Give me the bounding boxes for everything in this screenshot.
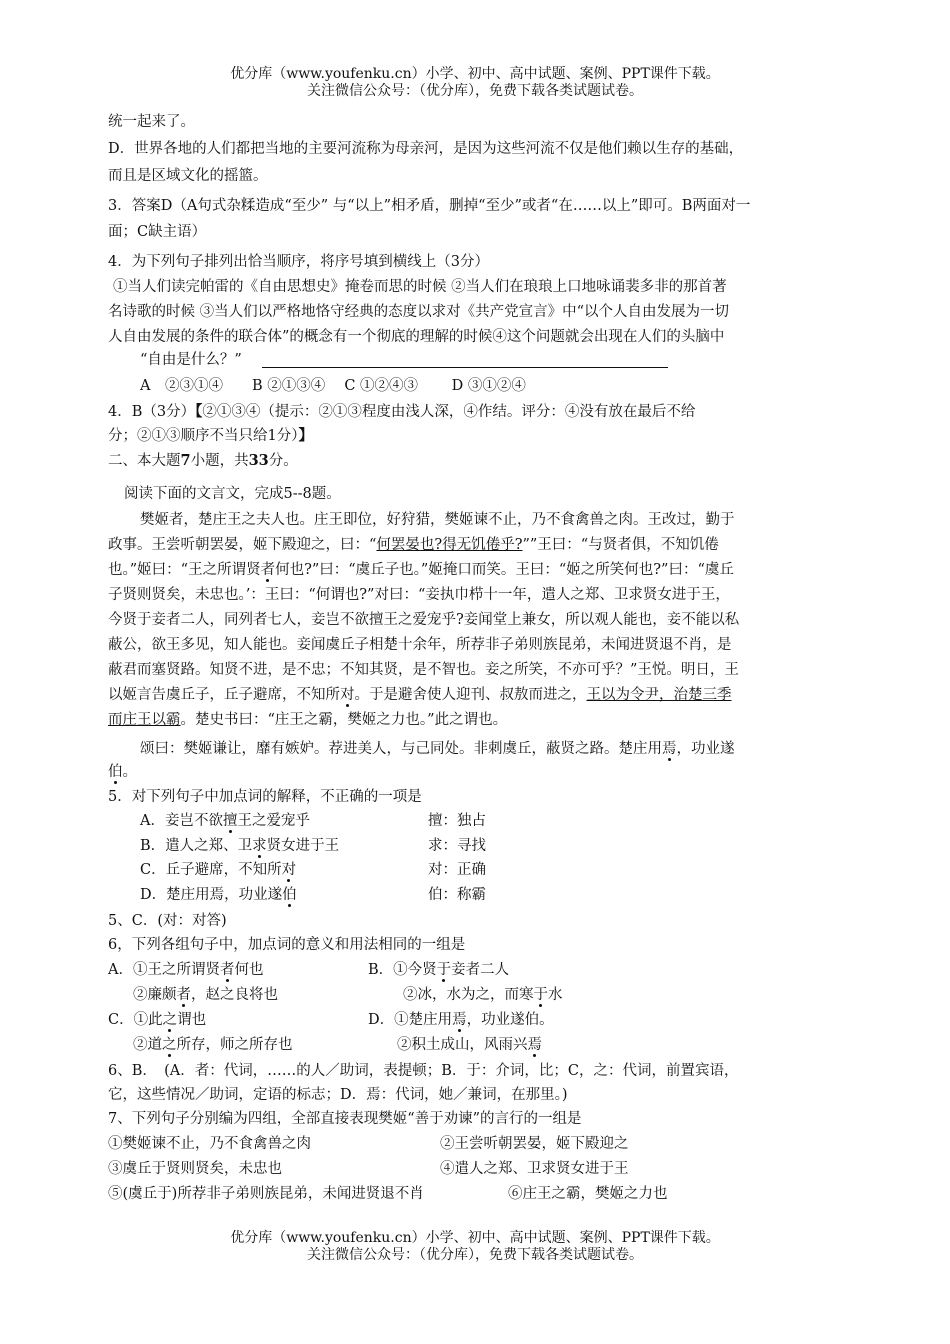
passage-ode-a: 颂曰：樊姬谦让，靡有嫉妒。荐进美人，与己同处。非刺虞丘，蔽贤之路。楚庄用 (140, 741, 662, 757)
q5-option-b (140, 836, 339, 856)
q6-option-d1 (368, 1010, 554, 1030)
q6-c1-text: C．①此 (108, 1012, 163, 1028)
section-2-suffix: 分。 (268, 453, 298, 469)
q7-item-2: ②王尝听朝罢晏，姬下殿迎之 (440, 1136, 629, 1152)
q5-option-d-text: D．楚庄用焉，功业遂 (140, 887, 283, 903)
q6-option-b1 (368, 960, 509, 980)
footer-line-1: 优分库（www.youfenku.cn）小学、初中、高中试题、案例、PPT课件下载。 (230, 1230, 720, 1246)
section-2-score: 33 (248, 452, 269, 469)
q5-option-d-explanation: 伯：称霸 (428, 887, 486, 903)
q7-item-1: ①樊姬谏不止，乃不食禽兽之肉 (108, 1136, 311, 1152)
q6-b1-rest: 妾者二人 (451, 962, 510, 978)
q5-dotted-word: 伯 (282, 887, 297, 903)
passage-line9-underlined: 而庄王以霸 (108, 712, 181, 728)
q2-option-d-line1: D．世界各地的人们都把当地的主要河流称为母亲河，是因为这些河流不仅是他们赖以生存的基础， (108, 141, 744, 157)
section-2-mid: 小题，共 (190, 453, 249, 469)
passage-ode-line2 (108, 762, 137, 782)
q6-a1-text: A．①王之所谓贤 (108, 962, 220, 978)
q5-stem: 5．对下列句子中加点词的解释，不正确的一项是 (108, 789, 422, 805)
bracket-open: 【 (195, 403, 203, 420)
q6-dotted-word: 者 (176, 987, 191, 1003)
passage-line6: 蔽公，欲王多见，知人能也。妾闻虞丘子相楚十余年，所荐非子弟则族昆弟，未闻进贤退不肖，是 (108, 637, 732, 653)
passage-line5: 今贤于妾者二人，同列者七人，妾岂不欲擅王之爱宠乎?妾闻堂上兼女，所以观人能也，妾不能以私 (108, 612, 740, 628)
passage-line8 (108, 685, 732, 705)
q4-answer-explanation: ②①③④（提示：②①③程度由浅人深，④作结。评分：④没有放在最后不给 (202, 404, 696, 420)
q6-d2-text: ②积土成山，风雨兴 (397, 1037, 528, 1053)
passage-line8-b: 。于是避舍使人迎刊、叔敖而进之， (354, 687, 587, 703)
passage-line3-a: 也。”姬曰：“王之所谓贤 (108, 562, 261, 578)
passage-dotted-word: 伯 (108, 764, 123, 780)
q4-answer-line2 (108, 426, 313, 446)
passage-line9-b: 。楚史书曰：“庄王之霸，樊姬之力也。”此之谓也。 (180, 712, 508, 728)
q7-item-5: ⑤(虞丘于)所荐非子弟则族昆弟，未闻进贤退不肖 (108, 1186, 424, 1202)
q6-dotted-word: 之 (162, 1012, 178, 1028)
q5-dotted-word: 对 (281, 862, 297, 878)
q2-option-d-line2: 而且是区域文化的摇篮。 (108, 168, 268, 184)
passage-ode-end: 。 (122, 764, 137, 780)
q4-sentence-line1: ①当人们读完帕雷的《自由思想史》掩卷而思的时候 ②当人们在琅琅上口地咏诵裴多非的那首著 (113, 279, 727, 295)
passage-line8-a: 以姬言告虞丘子，丘子避席，不知所 (108, 687, 340, 703)
q6-dotted-word: 者 (219, 962, 235, 978)
q6-option-c2 (133, 1035, 293, 1055)
q6-c1-rest: 谓也 (177, 1012, 207, 1028)
q5-option-c (140, 860, 296, 880)
q6-dotted-word: 于 (533, 987, 548, 1003)
page-footer (0, 1230, 950, 1264)
q5-option-b-rest: 贤女进于王 (266, 838, 340, 854)
q6-option-a2 (133, 985, 278, 1005)
q5-option-a-text: A．妾岂不欲 (140, 813, 223, 829)
q5-dotted-word: 擅 (222, 813, 238, 829)
q3-answer-line1: 3．答案D（A句式杂糅造成“至少” 与“以上”相矛盾，删掉“至少”或者“在……以上”即可。B两面对一 (108, 198, 751, 214)
passage-line2-a: 政事。王尝听朝罢晏，姬下殿迎之，曰：“ (108, 537, 377, 553)
q6-option-c1 (108, 1010, 206, 1030)
q6-b1-text: B．①今贤 (368, 962, 437, 978)
passage-line2-b: ””王曰：“与贤者俱，不知饥倦 (522, 537, 719, 553)
q6-answer-line2: 它，这些情况／助词，定语的标志；D．焉：代词，她／兼词，在那里。) (108, 1087, 568, 1103)
section-2-heading (108, 451, 298, 471)
q5-option-c-text: C．丘子避席，不知所 (140, 862, 282, 878)
q6-answer-line1: 6、B． (A．者：代词，……的人／助词，表提顿；B．于：介词，比；C，之：代词，前置宾语， (108, 1063, 739, 1079)
header-line-2: 关注微信公众号：（优分库），免费下载各类试题试卷。 (307, 83, 643, 99)
passage-line8-underlined: 王以为令尹，治楚三季 (586, 687, 732, 703)
passage-dotted-word: 焉 (662, 741, 677, 757)
passage-line2 (108, 535, 719, 555)
passage-ode-b: ，功业遂 (676, 741, 735, 757)
footer-line-2: 关注微信公众号：（优分库），免费下载各类试题试卷。 (307, 1247, 643, 1263)
q4-sentence-line2: 名诗歌的时候 ③当人们以严格地恪守经典的态度以求对《共产党宣言》中“以个人自由发展为一切 (108, 304, 730, 320)
q6-b2-rest: 水 (548, 987, 563, 1003)
q2-tail: 统一起来了。 (108, 114, 195, 130)
header-line-1: 优分库（www.youfenku.cn）小学、初中、高中试题、案例、PPT课件下载。 (230, 66, 720, 82)
q4-answer-scoring: 分；②①③顺序不当只给1分） (108, 428, 299, 444)
q6-option-d2 (397, 1035, 542, 1055)
q6-dotted-word: 焉 (527, 1037, 542, 1053)
passage-dotted-word: 者 (260, 562, 276, 578)
passage-line9 (108, 710, 507, 730)
q6-d1-text: D．①楚庄用 (368, 1012, 453, 1028)
q6-a2-text: ②廉颇 (133, 987, 177, 1003)
q6-option-b2 (403, 985, 563, 1005)
bracket-close: 】 (298, 427, 313, 444)
answer-blank-line (262, 366, 668, 368)
q4-sentence-line4: “自由是什么？” (140, 352, 242, 368)
q6-c2-rest: 所存，师之所存也 (176, 1037, 293, 1053)
section-2-count: 7 (180, 452, 191, 469)
q5-option-a-rest: 王之爱宠乎 (237, 813, 310, 829)
q6-option-a1 (108, 960, 263, 980)
section-2-prefix: 二、本大题 (108, 453, 181, 469)
q7-stem: 7、下列句子分别编为四组，全部直接表现樊姬“善于劝谏”的言行的一组是 (108, 1111, 582, 1127)
q5-option-b-explanation: 求：寻找 (428, 838, 486, 854)
q5-option-d (140, 885, 297, 905)
q5-option-a-explanation: 擅：独占 (428, 813, 486, 829)
q4-answer-label: 4．B（3分） (108, 404, 196, 420)
passage-line1: 樊姬者，楚庄王之夫人也。庄王即位，好狩猎，樊姬谏不止，乃不食禽兽之肉。王改过，勤于 (140, 512, 735, 528)
passage-line4: 子贤则贤矣，未忠也。’：王曰：“何谓也?”对曰：“妾执巾栉十一年，遣人之郑、卫求贤女进于王， (108, 587, 730, 603)
q5-answer: 5、C．(对：对答) (108, 913, 227, 929)
q3-answer-line2: 面；C缺主语） (108, 224, 207, 240)
q6-d1-rest: ，功业遂伯。 (466, 1012, 554, 1028)
q5-option-b-text: B．遣人之郑、卫 (140, 838, 253, 854)
passage-intro: 阅读下面的文言文，完成5--8题。 (124, 486, 341, 502)
passage-line3-b: 何也?”曰：“虞丘子也。”姬掩口而笑。王曰：“姬之所笑何也?”曰：“虞丘 (275, 562, 734, 578)
q7-item-3: ③虞丘于贤则贤矣，未忠也 (108, 1161, 282, 1177)
q6-stem: 6，下列各组句子中，加点词的意义和用法相同的一组是 (108, 937, 466, 953)
q6-c2-text: ②道 (133, 1037, 162, 1053)
q6-dotted-word: 焉 (452, 1012, 467, 1028)
page-header (0, 66, 950, 100)
passage-dotted-word: 对 (340, 687, 355, 703)
passage-line3 (108, 560, 734, 580)
q4-sentence-line3: 人自由发展的条件的联合体”的概念有一个彻底的理解的时候④这个问题就会出现在人们的头脑中 (108, 329, 725, 345)
q4-stem: 4．为下列句子排列出恰当顺序，将序号填到横线上（3分） (108, 254, 489, 270)
passage-line2-underlined: 何罢晏也?得无饥倦乎? (376, 537, 523, 553)
q6-dotted-word: 于 (436, 962, 452, 978)
q5-option-a (140, 811, 310, 831)
q6-b2-text: ②冰，水为之，而寒 (403, 987, 534, 1003)
q6-a2-rest: ，赵之良将也 (191, 987, 278, 1003)
q6-dotted-word: 之 (162, 1037, 177, 1053)
q6-a1-rest: 何也 (234, 962, 264, 978)
q7-item-6: ⑥庄王之霸，樊姬之力也 (508, 1186, 668, 1202)
q5-option-c-explanation: 对：正确 (428, 862, 486, 878)
q5-dotted-word: 求 (252, 838, 267, 854)
q7-item-4: ④遣人之郑、卫求贤女进于王 (440, 1161, 629, 1177)
q4-answer-line1 (108, 402, 695, 422)
passage-ode-line1 (140, 739, 735, 759)
q4-options: A ②③①④ B ②①③④ C ①②④③ D ③①②④ (140, 378, 526, 394)
passage-line7: 蔽君而塞贤路。知贤不进，是不忠；不知其贤，是不智也。妾之所笑，不亦可乎？”王悦。明日，王 (108, 662, 739, 678)
